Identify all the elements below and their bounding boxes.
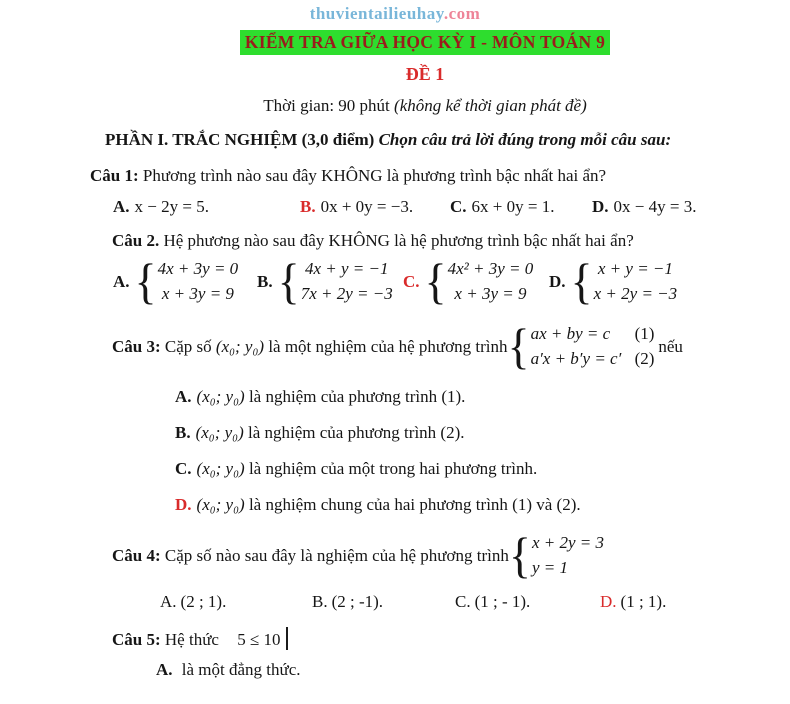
q3-option-a-text: là nghiệm của phương trình (1). xyxy=(244,386,466,406)
q2-d-eq2: x + 2y = −3 xyxy=(593,283,678,303)
brace-glyph: { xyxy=(507,319,530,375)
watermark xyxy=(0,0,790,25)
question-4-body: Cặp số nào sau đây là nghiệm của hệ phương trình xyxy=(160,545,509,565)
q3-option-a-letter: A. xyxy=(175,386,192,406)
time-label: Thời gian: 90 phút xyxy=(263,95,395,115)
q2-option-d-system xyxy=(570,253,678,309)
question-2-label: Câu 2. xyxy=(112,230,160,250)
q4-option-c-text: (1 ; - 1). xyxy=(474,592,531,612)
q2-a-eq1: 4x + 3y = 0 xyxy=(157,259,239,279)
q1-option-b xyxy=(300,196,450,218)
q4-option-a xyxy=(160,591,312,613)
q2-option-a-letter: A. xyxy=(113,271,130,291)
q2-c-eq2: x + 3y = 9 xyxy=(454,283,527,303)
q1-option-a xyxy=(113,196,300,218)
q4-option-a-text: (2 ; 1). xyxy=(180,592,227,612)
q4-option-a-letter: A. xyxy=(160,592,177,612)
q2-option-d-letter: D. xyxy=(549,271,566,291)
q4-option-d-letter: D. xyxy=(600,592,617,612)
question-3-tail: nếu xyxy=(658,336,683,356)
question-4-label: Câu 4: xyxy=(112,545,161,565)
q3-option-a-pair: (x₀; y₀) xyxy=(196,386,245,406)
exam-title: KIỂM TRA GIỮA HỌC KỲ I - MÔN TOÁN 9 xyxy=(240,30,610,55)
question-3 xyxy=(0,319,790,375)
section-instruction: Chọn câu trả lời đúng trong mỗi câu sau: xyxy=(378,129,672,149)
question-3-mid: là một nghiệm của hệ phương trình xyxy=(264,336,508,356)
q3-option-b xyxy=(0,422,790,444)
watermark-site-text: thuvientailieuhay xyxy=(309,4,444,23)
q3-option-d-pair: (x₀; y₀) xyxy=(196,494,245,514)
q2-option-c xyxy=(403,253,549,309)
q4-eq1: x + 2y = 3 xyxy=(531,532,605,552)
question-5 xyxy=(0,627,790,651)
q2-option-d xyxy=(549,253,678,309)
q3-option-c xyxy=(0,458,790,480)
q4-option-c xyxy=(455,591,600,613)
q4-option-c-letter: C. xyxy=(455,592,471,612)
q3-option-a xyxy=(0,386,790,408)
q1-option-c-letter: C. xyxy=(450,196,467,216)
question-2-text: Hệ phương nào sau đây KHÔNG là hệ phương trình bậc nhất hai ẩn? xyxy=(159,230,634,250)
question-2-options xyxy=(0,253,790,309)
question-3-label: Câu 3: xyxy=(112,336,161,356)
q1-option-d-text: 0x − 4y = 3. xyxy=(613,196,697,216)
q4-option-b xyxy=(312,591,455,613)
q2-option-b-letter: B. xyxy=(257,271,273,291)
q3-option-b-letter: B. xyxy=(175,422,191,442)
q1-option-c xyxy=(450,196,592,218)
question-4 xyxy=(0,527,790,583)
q2-b-eq2: 7x + 2y = −3 xyxy=(300,283,393,303)
q2-c-eq1: 4x² + 3y = 0 xyxy=(447,259,534,279)
q1-option-d xyxy=(592,196,696,218)
q2-option-c-letter: C. xyxy=(403,271,420,291)
exam-code: ĐỀ 1 xyxy=(405,64,445,85)
question-1-options xyxy=(0,196,790,218)
q3-option-b-text: là nghiệm của phương trình (2). xyxy=(243,422,465,442)
question-4-text xyxy=(112,545,509,567)
q5-option-a xyxy=(0,659,790,681)
question-1 xyxy=(0,165,790,187)
q4-option-b-letter: B. xyxy=(312,592,328,612)
question-5-label: Câu 5: xyxy=(112,630,161,650)
exam-title-line xyxy=(0,31,790,54)
q2-a-eq2: x + 3y = 9 xyxy=(161,283,234,303)
watermark-tld-text: .com xyxy=(443,4,481,23)
q1-option-b-letter: B. xyxy=(300,196,316,216)
q3-option-c-letter: C. xyxy=(175,458,192,478)
text-cursor xyxy=(286,627,288,650)
q3-eq2-number: (2) xyxy=(634,348,655,368)
q3-eq1-number: (1) xyxy=(634,324,655,344)
question-1-text: Phương trình nào sau đây KHÔNG là phương trình bậc nhất hai ẩn? xyxy=(138,165,607,185)
time-note: (không kể thời gian phát đề) xyxy=(394,95,587,115)
q2-option-b-system xyxy=(277,253,393,309)
q4-eq2: y = 1 xyxy=(531,557,568,577)
section-heading xyxy=(0,129,790,151)
q3-option-c-pair: (x₀; y₀) xyxy=(196,458,245,478)
q1-option-a-text: x − 2y = 5. xyxy=(134,196,209,216)
q1-option-c-text: 6x + 0y = 1. xyxy=(471,196,555,216)
q4-option-d-text: (1 ; 1). xyxy=(620,592,667,612)
brace-glyph: { xyxy=(570,253,593,309)
q2-option-a xyxy=(113,253,257,309)
q2-d-eq1: x + y = −1 xyxy=(597,259,673,279)
q3-option-d xyxy=(0,494,790,516)
question-2 xyxy=(0,230,790,252)
question-3-lead: Cặp số xyxy=(160,336,216,356)
question-4-system xyxy=(508,527,605,583)
q3-option-c-text: là nghiệm của một trong hai phương trình. xyxy=(244,458,538,478)
section-label: PHẦN I. TRẮC NGHIỆM (3,0 điểm) xyxy=(105,129,379,149)
question-5-text: Hệ thức xyxy=(160,630,224,650)
q3-option-b-pair: (x₀; y₀) xyxy=(195,422,244,442)
q1-option-d-letter: D. xyxy=(592,196,609,216)
brace-glyph: { xyxy=(424,253,447,309)
q1-option-a-letter: A. xyxy=(113,196,130,216)
question-1-label: Câu 1: xyxy=(90,165,139,185)
question-3-text xyxy=(112,336,507,358)
brace-glyph: { xyxy=(134,253,157,309)
question-5-math: 5 ≤ 10 xyxy=(237,630,281,650)
q1-option-b-text: 0x + 0y = −3. xyxy=(320,196,414,216)
brace-glyph: { xyxy=(508,527,531,583)
q2-option-a-system xyxy=(134,253,239,309)
q2-b-eq1: 4x + y = −1 xyxy=(304,259,389,279)
q3-eq2: a′x + b′y = c′ xyxy=(530,348,622,368)
q3-option-d-text: là nghiệm chung của hai phương trình (1) và (2). xyxy=(244,494,581,514)
time-line xyxy=(0,95,790,117)
question-3-system xyxy=(507,319,655,375)
question-3-pair: (x₀; y₀) xyxy=(215,336,265,356)
brace-glyph: { xyxy=(277,253,300,309)
q2-option-b xyxy=(257,253,403,309)
question-4-options xyxy=(0,591,790,613)
q3-option-d-letter: D. xyxy=(175,494,192,514)
q5-option-a-letter: A. xyxy=(156,660,173,680)
q4-option-d xyxy=(600,591,666,613)
q2-option-c-system xyxy=(424,253,534,309)
q5-option-a-text: là một đẳng thức. xyxy=(177,660,301,680)
q3-eq1: ax + by = c xyxy=(530,324,611,344)
q4-option-b-text: (2 ; -1). xyxy=(331,592,384,612)
